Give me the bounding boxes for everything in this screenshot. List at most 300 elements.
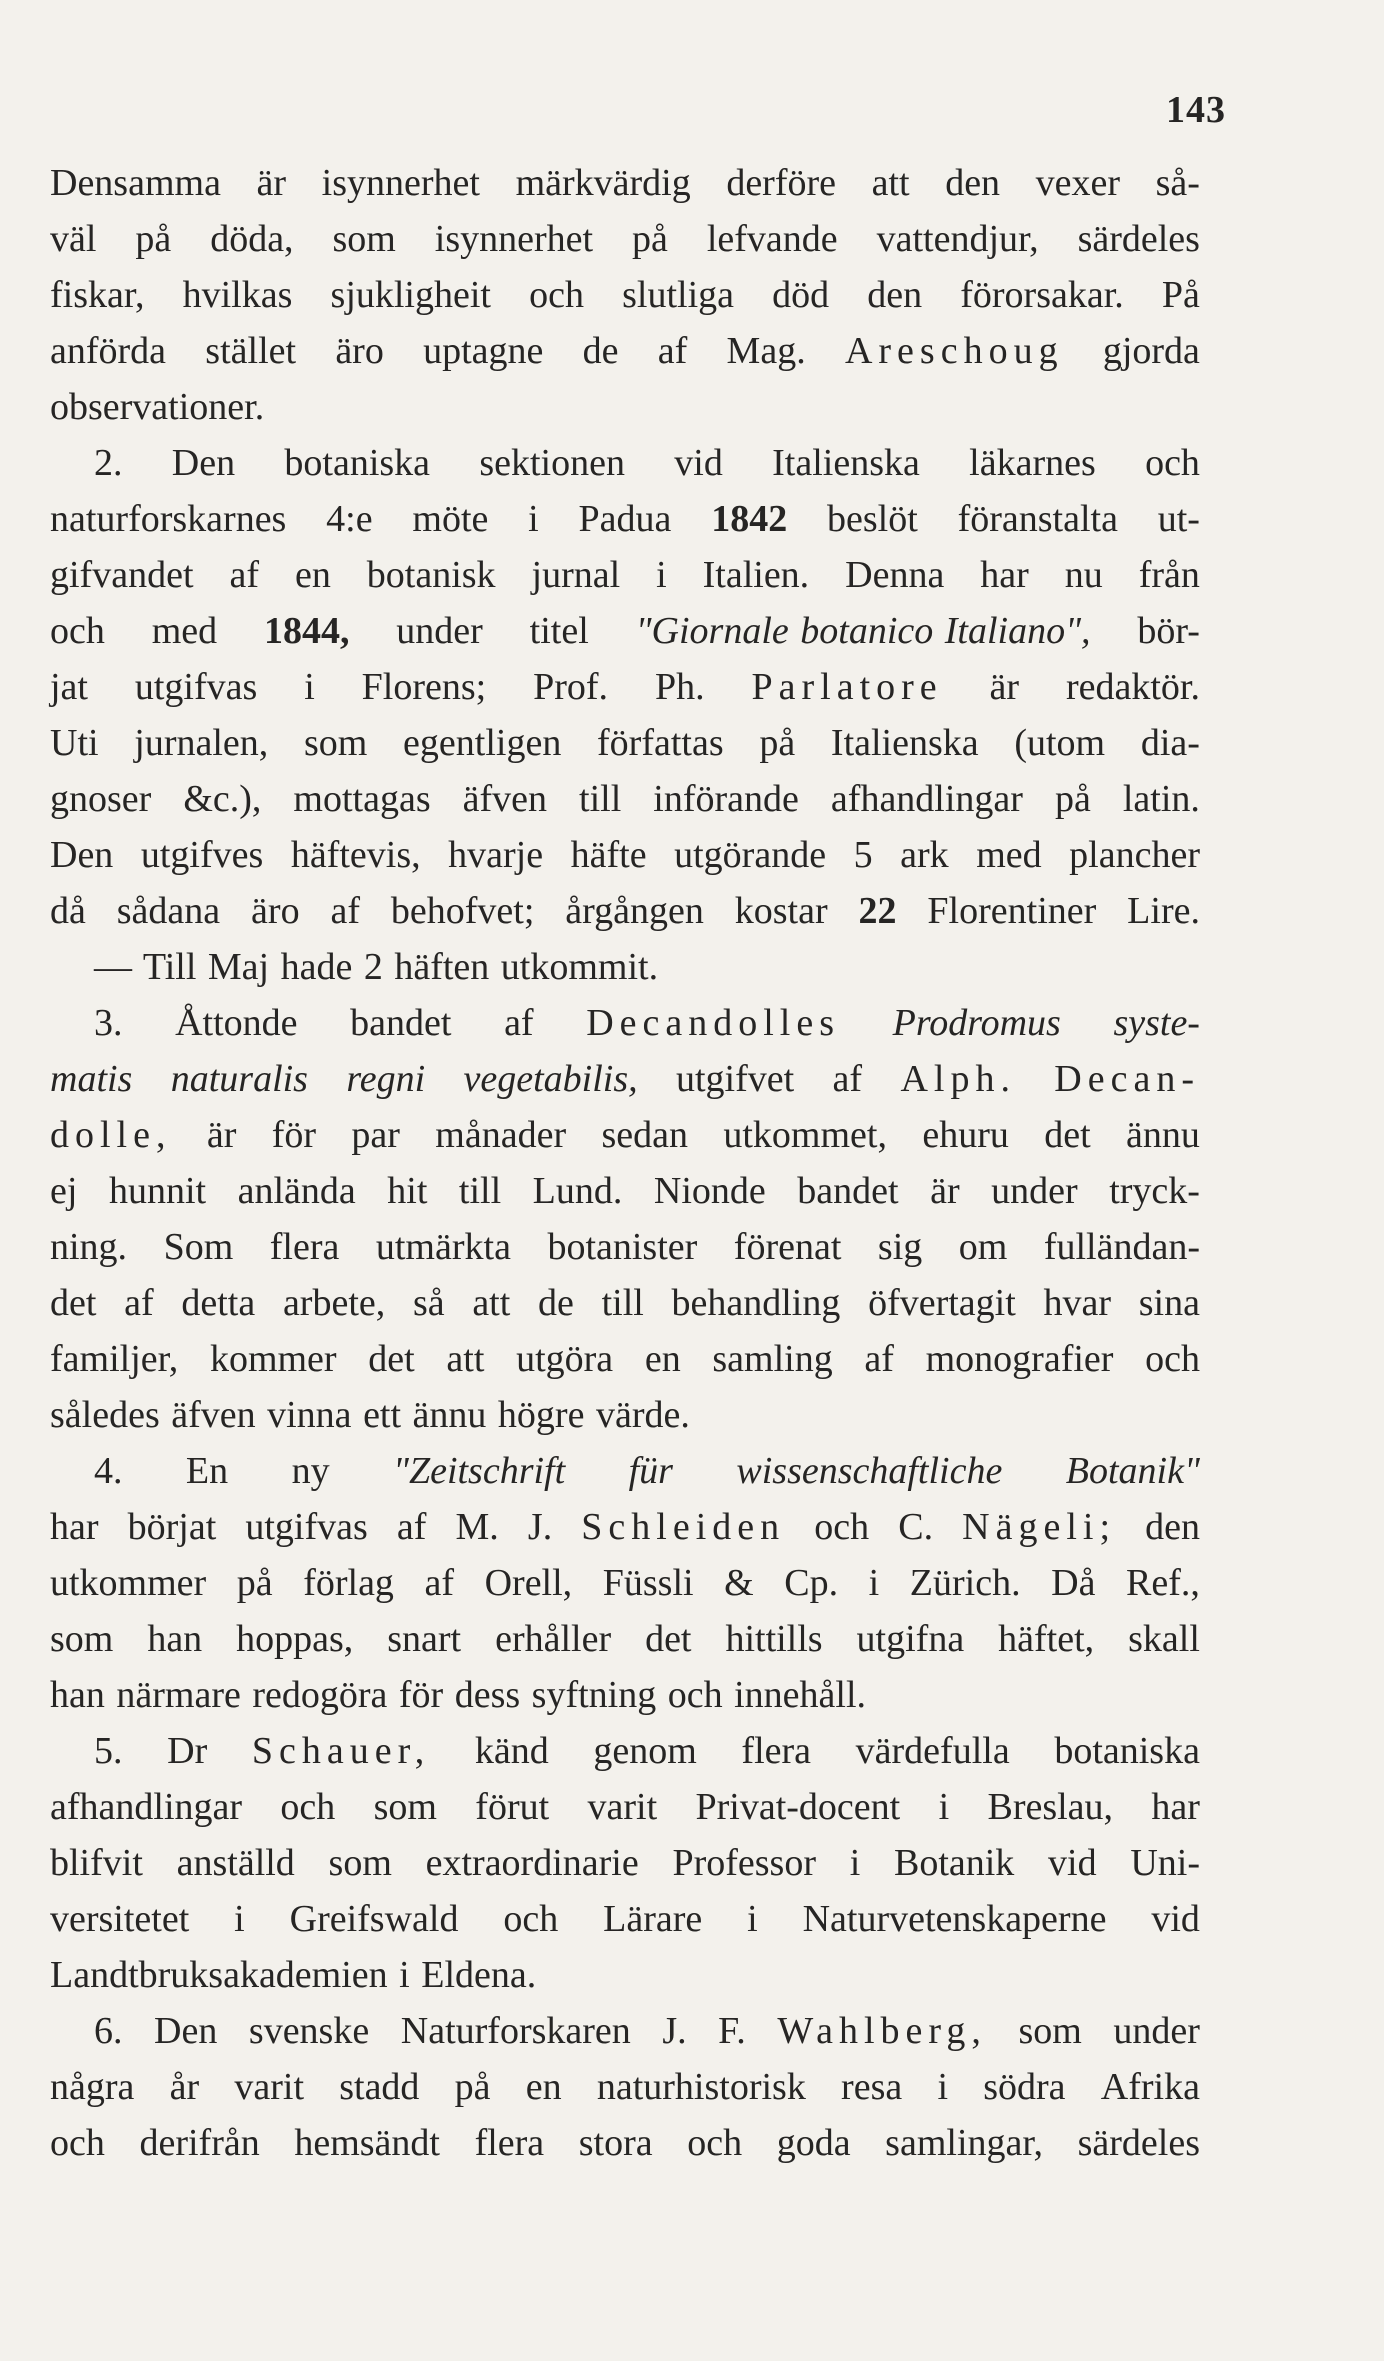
- word: i: [528, 498, 539, 540]
- word: anlända: [237, 1170, 356, 1212]
- word: hvarje: [448, 834, 544, 876]
- word: det: [368, 1338, 415, 1380]
- word: fulländan-: [1043, 1226, 1200, 1268]
- word: regni: [346, 1058, 426, 1100]
- text-line: [50, 1891, 1200, 1947]
- word: dia-: [1140, 722, 1200, 764]
- word: skall: [1128, 1618, 1200, 1660]
- word: varit: [587, 1786, 658, 1828]
- word: de: [582, 330, 619, 372]
- word: Uti: [50, 722, 99, 764]
- word: värdefulla: [855, 1730, 1010, 1772]
- word: jurnalen,: [134, 722, 269, 764]
- word: månader: [435, 1114, 567, 1156]
- word: Florentiner: [927, 890, 1097, 932]
- word: Schauer,: [251, 1730, 431, 1772]
- word: Alph.: [900, 1058, 1016, 1100]
- word: äfven: [462, 778, 548, 820]
- word: bör-: [1137, 610, 1200, 652]
- word: anställd: [176, 1842, 295, 1884]
- word: vid: [1048, 1842, 1097, 1884]
- text-line: [50, 1051, 1200, 1107]
- word: varit: [234, 2066, 304, 2108]
- word: af: [229, 554, 259, 596]
- word: märkvärdig: [515, 162, 691, 204]
- word: naturhistorisk: [596, 2066, 806, 2108]
- text-line: [50, 603, 1200, 659]
- word: für: [628, 1450, 673, 1492]
- text-line: [50, 1723, 1200, 1779]
- word: —: [94, 946, 132, 988]
- word: som: [332, 218, 396, 260]
- word: matis: [50, 1058, 133, 1100]
- word: Naturforskaren: [400, 2010, 631, 2052]
- word: Italienska: [772, 442, 920, 484]
- word: Areschoug: [844, 330, 1064, 372]
- text-line: [50, 939, 1200, 995]
- word: uptagne: [423, 330, 544, 372]
- word: &: [724, 1562, 754, 1604]
- word: Ph.: [654, 666, 705, 708]
- word: väl: [50, 218, 97, 260]
- word: i: [304, 666, 315, 708]
- word: vexer: [1035, 162, 1121, 204]
- word: isynnerhet: [434, 218, 594, 260]
- word: Den: [50, 834, 114, 876]
- word: hvilkas: [182, 274, 293, 316]
- word: utkommet,: [723, 1114, 887, 1156]
- word: i: [747, 1898, 758, 1940]
- word: Padua: [578, 498, 672, 540]
- word: kostar: [734, 890, 828, 932]
- word: år: [169, 2066, 200, 2108]
- word: äro: [251, 890, 300, 932]
- word: det: [1044, 1114, 1091, 1156]
- word: stället: [205, 330, 297, 372]
- word: samling: [712, 1338, 833, 1380]
- word: att: [871, 162, 910, 204]
- word: Schleiden: [581, 1506, 786, 1548]
- word: af: [424, 1562, 455, 1604]
- word: förut: [475, 1786, 550, 1828]
- word: af: [657, 330, 688, 372]
- word: fiskar,: [50, 274, 145, 316]
- text-line: [50, 883, 1200, 939]
- text-line: [50, 827, 1200, 883]
- word: Professor: [672, 1842, 816, 1884]
- word: ut-: [1157, 498, 1200, 540]
- word: på: [454, 2066, 491, 2108]
- word: föranstalta: [957, 498, 1118, 540]
- word: till: [579, 778, 622, 820]
- text-line: [50, 323, 1200, 379]
- word: i: [399, 1954, 410, 1996]
- word: ej: [50, 1170, 78, 1212]
- word: hvar: [1043, 1282, 1112, 1324]
- word: för: [398, 1674, 444, 1716]
- word: 6.: [94, 2010, 123, 2052]
- text-line: [50, 1443, 1200, 1499]
- word: af: [124, 1282, 154, 1324]
- word: Wahlberg,: [777, 2010, 987, 2052]
- word: flera: [474, 2122, 545, 2164]
- word: Mag.: [726, 330, 806, 372]
- word: ännu: [1126, 1114, 1200, 1156]
- word: af: [832, 1058, 863, 1100]
- word: Nionde: [653, 1170, 766, 1212]
- word: behandling: [671, 1282, 841, 1324]
- word: 22: [858, 890, 897, 932]
- word: af: [864, 1338, 894, 1380]
- word: högre: [497, 1394, 585, 1436]
- word: som: [303, 722, 368, 764]
- word: det: [645, 1618, 692, 1660]
- word: och: [814, 1506, 870, 1548]
- word: sedan: [601, 1114, 688, 1156]
- word: Orell,: [484, 1562, 573, 1604]
- word: 2: [363, 946, 383, 988]
- word: har: [1151, 1786, 1200, 1828]
- word: utgörande: [674, 834, 827, 876]
- word: Till: [142, 946, 197, 988]
- text-line: [50, 547, 1200, 603]
- text-line: [50, 771, 1200, 827]
- word: nu: [1064, 554, 1103, 596]
- word: äfven: [171, 1394, 256, 1436]
- word: sjukligheit: [330, 274, 491, 316]
- word: hoppas,: [236, 1618, 354, 1660]
- word: blifvit: [50, 1842, 143, 1884]
- word: syftning: [531, 1674, 657, 1716]
- word: derföre: [726, 162, 837, 204]
- word: och: [50, 610, 105, 652]
- word: Naturvetenskaperne: [802, 1898, 1107, 1940]
- word: och: [1145, 1338, 1200, 1380]
- word: egentligen: [403, 722, 562, 764]
- word: i: [849, 1842, 861, 1884]
- word: detta: [181, 1282, 256, 1324]
- word: vinna: [267, 1394, 352, 1436]
- word: Decandolles: [586, 1002, 841, 1044]
- word: i: [234, 1898, 245, 1940]
- word: Denna: [845, 554, 945, 596]
- word: hemsändt: [294, 2122, 440, 2164]
- word: samlingar,: [885, 2122, 1043, 2164]
- word: af: [396, 1506, 427, 1548]
- word: häften: [394, 946, 490, 988]
- word: anförda: [50, 330, 167, 372]
- word: slutliga: [622, 274, 734, 316]
- word: Nägeli;: [962, 1506, 1117, 1548]
- word: Florens;: [361, 666, 487, 708]
- word: goda: [776, 2122, 851, 2164]
- word: utkommit.: [500, 946, 659, 988]
- word: döda,: [210, 218, 294, 260]
- word: med: [151, 610, 218, 652]
- word: det: [50, 1282, 97, 1324]
- word: en: [294, 554, 331, 596]
- word: sina: [1138, 1282, 1200, 1324]
- word: en: [525, 2066, 562, 2108]
- word: Uni-: [1130, 1842, 1200, 1884]
- word: innehåll.: [734, 1674, 866, 1716]
- text-line: [50, 1219, 1200, 1275]
- text-line: [50, 1555, 1200, 1611]
- text-line: [50, 1611, 1200, 1667]
- word: Dr: [167, 1730, 208, 1772]
- word: särdeles: [1077, 218, 1200, 260]
- word: M.: [455, 1506, 499, 1548]
- word: Italien.: [702, 554, 810, 596]
- word: den: [945, 162, 1001, 204]
- word: latin.: [1122, 778, 1200, 820]
- word: vid: [674, 442, 723, 484]
- word: närmare: [116, 1674, 241, 1716]
- word: resa: [841, 2066, 903, 2108]
- word: J.: [527, 1506, 553, 1548]
- word: Den: [171, 442, 236, 484]
- word: mottagas: [293, 778, 431, 820]
- word: Decan-: [1054, 1058, 1200, 1100]
- word: de: [538, 1282, 574, 1324]
- word: känd: [474, 1730, 549, 1772]
- word: Lärare: [603, 1898, 703, 1940]
- word: derifrån: [139, 2122, 260, 2164]
- word: vattendjur,: [876, 218, 1039, 260]
- word: isynnerhet: [321, 162, 480, 204]
- word: är: [256, 162, 287, 204]
- word: Füssli: [602, 1562, 694, 1604]
- word: observationer.: [50, 386, 265, 428]
- word: författas: [597, 722, 724, 764]
- body-text: [50, 155, 1200, 2171]
- word: wissenschaftliche: [736, 1450, 1003, 1492]
- text-line: [50, 155, 1200, 211]
- word: utgifvas: [245, 1506, 368, 1548]
- word: afhandlingar: [50, 1786, 243, 1828]
- word: af: [330, 890, 360, 932]
- word: äro: [335, 330, 384, 372]
- word: flera: [269, 1226, 340, 1268]
- word: Botanik": [1065, 1450, 1200, 1492]
- word: beslöt: [827, 498, 918, 540]
- word: stora: [578, 2122, 653, 2164]
- page-number: 143: [1166, 89, 1226, 131]
- word: utgifvas: [134, 666, 258, 708]
- word: Cp.: [784, 1562, 839, 1604]
- word: En: [185, 1450, 229, 1492]
- word: under: [991, 1170, 1078, 1212]
- text-line: [50, 435, 1200, 491]
- word: den: [1145, 1506, 1200, 1548]
- word: gnoser: [50, 778, 152, 820]
- word: bandet: [797, 1170, 899, 1212]
- word: som: [1018, 2010, 1082, 2052]
- word: på: [632, 218, 668, 260]
- word: i: [868, 1562, 880, 1604]
- word: och: [687, 2122, 743, 2164]
- word: då: [50, 890, 86, 932]
- text-line: [50, 1835, 1200, 1891]
- word: förlag: [303, 1562, 394, 1604]
- word: behofvet;: [390, 890, 535, 932]
- word: genom: [593, 1730, 697, 1772]
- word: 1842: [711, 498, 788, 540]
- word: en: [644, 1338, 681, 1380]
- text-line: [50, 1947, 1200, 2003]
- word: utgifvet: [675, 1058, 795, 1100]
- word: med: [976, 834, 1042, 876]
- word: redaktör.: [1065, 666, 1200, 708]
- word: som: [50, 1618, 114, 1660]
- word: 5.: [94, 1730, 123, 1772]
- text-line: [50, 715, 1200, 771]
- word: "Zeitschrift: [392, 1450, 566, 1492]
- word: Eldena.: [421, 1954, 537, 1996]
- word: 4:e: [326, 498, 373, 540]
- word: dess: [454, 1674, 521, 1716]
- word: läkarnes: [969, 442, 1096, 484]
- word: Greifswald: [289, 1898, 459, 1940]
- word: på: [1054, 778, 1091, 820]
- word: i: [656, 554, 667, 596]
- word: sådana: [116, 890, 221, 932]
- word: och: [280, 1786, 336, 1828]
- word: särdeles: [1077, 2122, 1200, 2164]
- word: till: [601, 1282, 644, 1324]
- word: på: [236, 1562, 273, 1604]
- word: dolle,: [50, 1114, 172, 1156]
- word: och: [1145, 442, 1200, 484]
- word: har: [980, 554, 1029, 596]
- word: botaniska: [1054, 1730, 1200, 1772]
- word: &c.),: [183, 778, 262, 820]
- word: att: [446, 1338, 485, 1380]
- text-line: [50, 995, 1200, 1051]
- word: ett: [363, 1394, 402, 1436]
- text-line: [50, 1779, 1200, 1835]
- word: Som: [163, 1226, 234, 1268]
- word: från: [1138, 554, 1200, 596]
- word: södra: [983, 2066, 1066, 2108]
- word: sig: [877, 1226, 923, 1268]
- word: utgifna: [856, 1618, 965, 1660]
- word: sektionen: [479, 442, 625, 484]
- word: Afrika: [1100, 2066, 1200, 2108]
- word: par: [351, 1114, 400, 1156]
- word: är: [930, 1170, 960, 1212]
- word: häfte: [570, 834, 647, 876]
- word: På: [1161, 274, 1200, 316]
- word: vegetabilis,: [463, 1058, 638, 1100]
- word: om: [958, 1226, 1008, 1268]
- word: Zürich.: [909, 1562, 1021, 1604]
- word: till: [458, 1170, 502, 1212]
- word: botaniska: [284, 442, 431, 484]
- word: svenske: [248, 2010, 370, 2052]
- word: Ref.,: [1126, 1562, 1200, 1604]
- word: Den: [154, 2010, 218, 2052]
- word: hit: [387, 1170, 428, 1212]
- word: versitetet: [50, 1898, 190, 1940]
- word: jurnal: [531, 554, 621, 596]
- word: Då: [1051, 1562, 1096, 1604]
- word: Privat-docent: [695, 1786, 901, 1828]
- word: förorsakar.: [960, 274, 1124, 316]
- word: Lire.: [1127, 890, 1200, 932]
- word: flera: [741, 1730, 812, 1772]
- word: 5: [853, 834, 873, 876]
- text-line: [50, 379, 1200, 435]
- word: ännu: [412, 1394, 487, 1436]
- text-line: [50, 2115, 1200, 2171]
- word: att: [472, 1282, 511, 1324]
- word: möte: [412, 498, 489, 540]
- word: afhandlingar: [830, 778, 1023, 820]
- word: 1844,: [263, 610, 350, 652]
- word: redogöra: [252, 1674, 388, 1716]
- word: införande: [653, 778, 799, 820]
- word: häftevis,: [290, 834, 421, 876]
- word: och: [529, 274, 584, 316]
- text-line: [50, 491, 1200, 547]
- text-line: [50, 211, 1200, 267]
- word: hade: [280, 946, 353, 988]
- word: han: [147, 1618, 203, 1660]
- word: börjat: [127, 1506, 217, 1548]
- text-line: [50, 2003, 1200, 2059]
- word: ning.: [50, 1226, 128, 1268]
- text-line: [50, 2059, 1200, 2115]
- word: på: [135, 218, 172, 260]
- word: familjer,: [50, 1338, 179, 1380]
- word: han: [50, 1674, 105, 1716]
- word: i: [938, 1786, 950, 1828]
- word: som: [373, 1786, 437, 1828]
- word: stadd: [339, 2066, 420, 2108]
- word: J.: [662, 2010, 687, 2052]
- word: som: [328, 1842, 392, 1884]
- word: död: [772, 274, 830, 316]
- word: gifvandet: [50, 554, 194, 596]
- word: Maj: [207, 946, 270, 988]
- word: Parlatore: [751, 666, 943, 708]
- word: och: [667, 1674, 723, 1716]
- text-line: [50, 1667, 1200, 1723]
- word: värde.: [595, 1394, 690, 1436]
- word: så-: [1155, 162, 1200, 204]
- word: i: [937, 2066, 949, 2108]
- word: hittills: [725, 1618, 823, 1660]
- word: arbete,: [282, 1282, 386, 1324]
- word: kommer: [209, 1338, 337, 1380]
- word: 3.: [94, 1002, 123, 1044]
- word: ny: [291, 1450, 330, 1492]
- word: erhåller: [495, 1618, 612, 1660]
- word: utgöra: [516, 1338, 614, 1380]
- word: har: [50, 1506, 99, 1548]
- word: plancher: [1069, 834, 1200, 876]
- word: utmärkta: [375, 1226, 511, 1268]
- text-line: [50, 1331, 1200, 1387]
- word: botanister: [547, 1226, 698, 1268]
- word: naturalis: [170, 1058, 308, 1100]
- word: häftet,: [998, 1618, 1095, 1660]
- word: den: [867, 274, 923, 316]
- word: på: [759, 722, 796, 764]
- word: under: [396, 610, 483, 652]
- word: (utom: [1014, 722, 1106, 764]
